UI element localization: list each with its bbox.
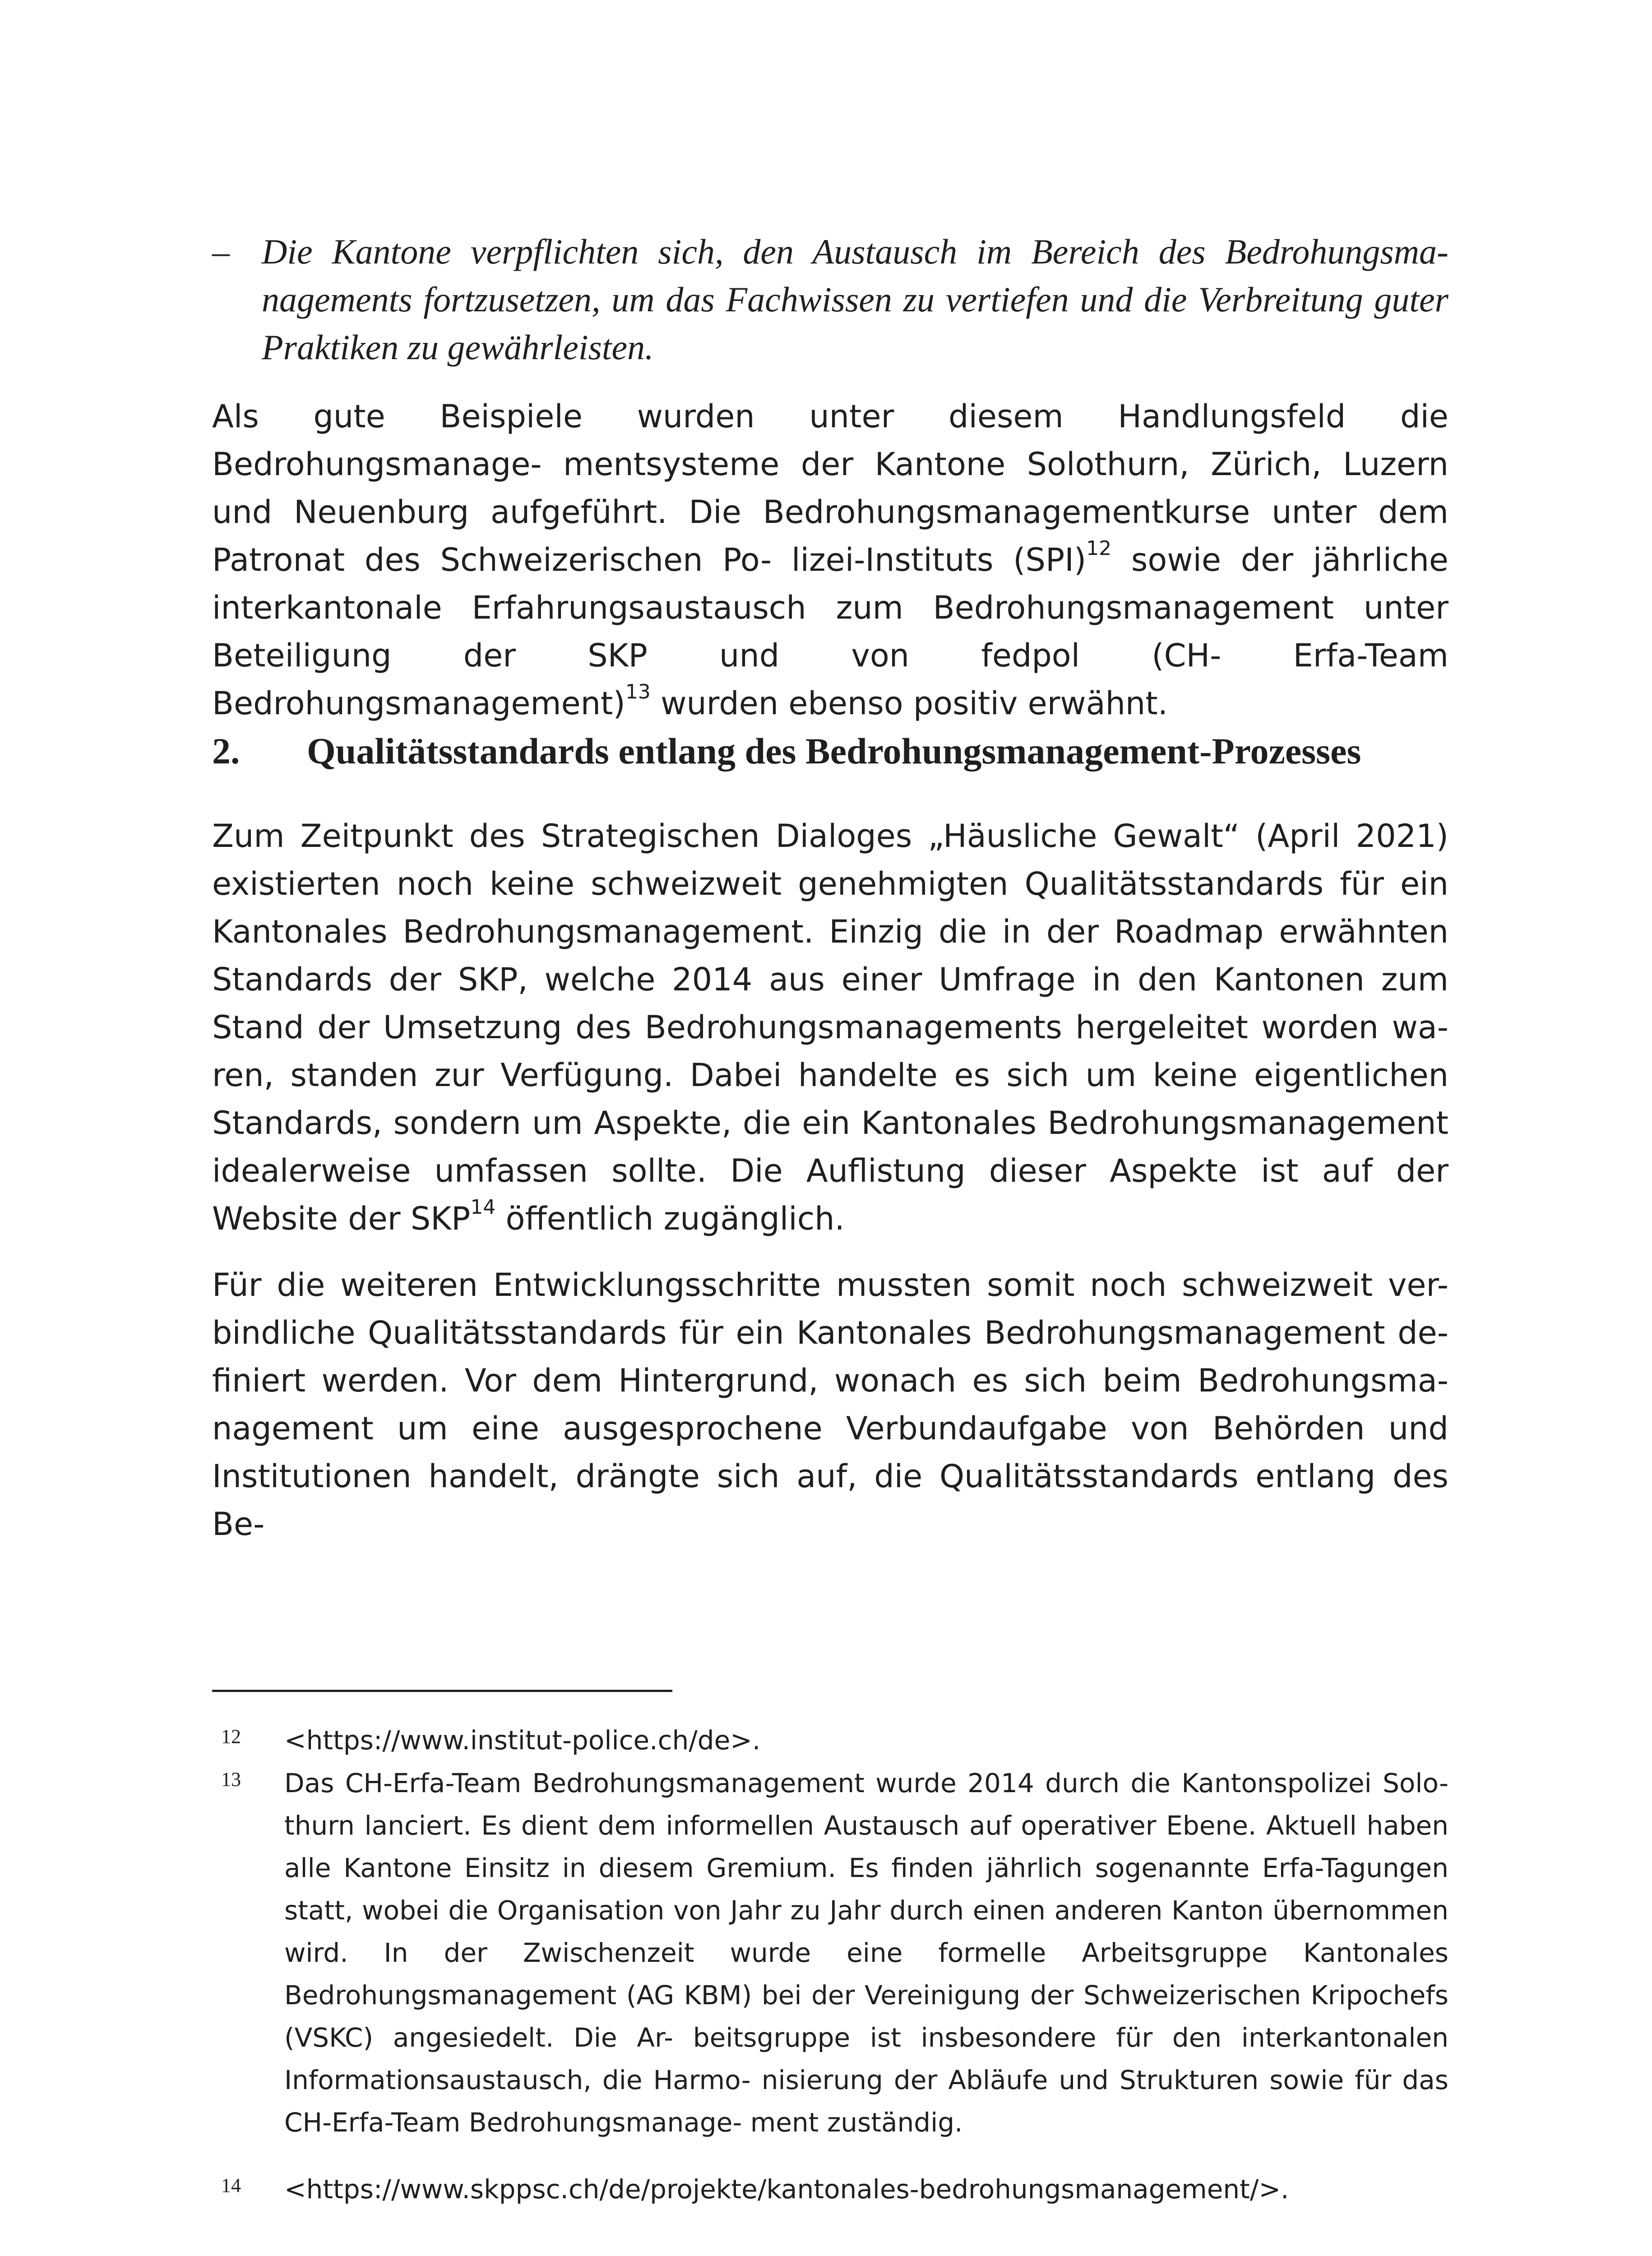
- paragraph-text: sowie der jährliche interkantonale Erfahrungsaustausch zum Bedrohungsmanagement unter Beteiligung der SKP und von fedpol (CH- Erfa-Team Bedrohungsmanagement): [212, 541, 1448, 722]
- section-heading: [212, 726, 1448, 776]
- paragraph-text: Als gute Beispiele wurden unter diesem Handlungsfeld die Bedrohungsmanage- mentsysteme der Kantone Solothurn, Zürich, Luzern und Neuenburg aufgeführt. Die Bedrohungsmanagementkurse unter dem Patronat des Schweizerischen Po- lizei-Instituts (SPI): [212, 398, 1448, 578]
- paragraph-text: öffentlich zugänglich.: [495, 1200, 845, 1237]
- paragraph-text: Zum Zeitpunkt des Strategischen Dialoges „Häusliche Gewalt“ (April 2021) existierten noch keine schweizweit genehmigten Qualitätsstandards für ein Kantonales Bedrohungsmanagement. Einzig die in der Roadmap erwähnten Standards der SKP, welche 2014 aus einer Umfrage in den Kantonen zum Stand der Umsetzung des Bedrohungsmanagements hergeleitet worden wa- ren, standen zur Verfügung. Dabei handelte es sich um keine eigentlichen Standards, sondern um Aspekte, die ein Kantonales Bedrohungsmanagement idealerweise umfassen sollte. Die Auflistung dieser Aspekte ist auf der Website der SKP: [212, 818, 1448, 1237]
- paragraph-development-steps: Für die weiteren Entwicklungsschritte mussten somit noch schweizweit ver- bindliche Qualitätsstandards für ein Kantonales Bedrohungsmanagement de- finiert werden. Vor dem Hintergrund, wonach es sich beim Bedrohungsma- nagement um eine ausgesprochene Verbundaufgabe von Behörden und Institutionen handelt, drängte sich auf, die Qualitätsstandards entlang des Be-: [212, 1267, 1448, 1543]
- footnote-reference[interactable]: 12: [1086, 536, 1112, 560]
- paragraph-good-examples: [212, 393, 1448, 727]
- footnote-reference[interactable]: 14: [470, 1195, 496, 1219]
- footnote-number: 12: [221, 1725, 241, 1747]
- footnote-link[interactable]: <https://www.institut-police.ch/de>.: [284, 1725, 761, 1756]
- page-number: [212, 2254, 245, 2256]
- footnote-divider: [212, 1690, 672, 1692]
- paragraph-text: wurden ebenso positiv erwähnt.: [650, 685, 1168, 722]
- bullet-text: Die Kantone verpflichten sich, den Austausch im Bereich des Bedrohungsma- nagements fortzusetzen, um das Fachwissen zu vertiefen und die Verbreitung guter Praktiken zu gewährleisten.: [262, 232, 1448, 367]
- section-number: 2.: [212, 730, 240, 772]
- footnote-number: 14: [221, 2174, 241, 2196]
- footnote-text: Das CH-Erfa-Team Bedrohungsmanagement wurde 2014 durch die Kantonspolizei Solo- thurn lanciert. Es dient dem informellen Austausch auf operativer Ebene. Aktuell haben alle Kantone Einsitz in diesem Gremium. Es finden jährlich sogenannte Erfa-Tagungen statt, wobei die Organisation von Jahr zu Jahr durch einen anderen Kanton übernommen wird. In der Zwischenzeit wurde eine formelle Arbeitsgruppe Kantonales Bedrohungsmanagement (AG KBM) bei der Vereinigung der Schweizerischen Kripochefs (VSKC) angesiedelt. Die Ar- beitsgruppe ist insbesondere für den interkantonalen Informationsaustausch, die Harmo- nisierung der Abläufe und Strukturen sowie für das CH-Erfa-Team Bedrohungsmanage- ment zuständig.: [284, 1768, 1448, 2138]
- section-title: Qualitätsstandards entlang des Bedrohungsmanagement-Prozesses: [307, 730, 1361, 772]
- footnote-number: 13: [221, 1768, 241, 1790]
- footnote-link[interactable]: <https://www.skppsc.ch/de/projekte/kantonales-bedrohungsmanagement/>.: [284, 2174, 1289, 2205]
- paragraph-strategic-dialogue: [212, 812, 1448, 1243]
- bullet-dash: –: [212, 232, 230, 271]
- footnote-reference[interactable]: 13: [625, 680, 651, 703]
